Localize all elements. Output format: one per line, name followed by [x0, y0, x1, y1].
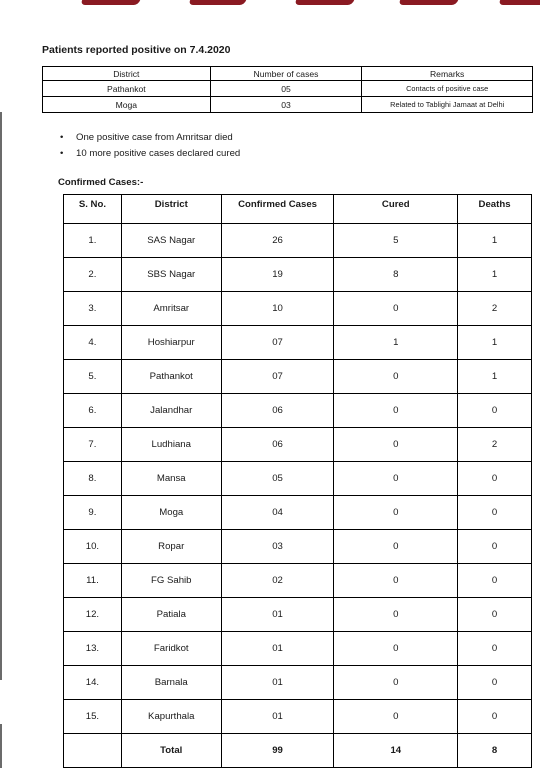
deaths-cell: 1: [458, 326, 532, 360]
confirmed-cell: 01: [221, 598, 334, 632]
confirmed-cell: 07: [221, 360, 334, 394]
district-cell: SBS Nagar: [121, 258, 221, 292]
district-cell: SAS Nagar: [121, 224, 221, 258]
column-header: Number of cases: [210, 67, 362, 81]
confirmed-cell: 10: [221, 292, 334, 326]
column-header: District: [121, 195, 221, 224]
district-cell: Pathankot: [121, 360, 221, 394]
cured-cell: 0: [334, 632, 458, 666]
cured-cell: 0: [334, 666, 458, 700]
deaths-cell: 0: [458, 530, 532, 564]
district-cell: Patiala: [121, 598, 221, 632]
cured-cell: 0: [334, 598, 458, 632]
cured-cell: 0: [334, 360, 458, 394]
serial-cell: 7.: [64, 428, 122, 462]
confirmed-cell: 06: [221, 428, 334, 462]
deaths-cell: 0: [458, 564, 532, 598]
table-row: [43, 81, 533, 97]
table-row: [64, 462, 532, 496]
confirmed-cases-table: [63, 194, 532, 768]
district-cell: Barnala: [121, 666, 221, 700]
serial-cell: 10.: [64, 530, 122, 564]
cured-cell: 8: [334, 258, 458, 292]
table-row: [64, 224, 532, 258]
serial-cell: 8.: [64, 462, 122, 496]
letterhead-marks: [0, 0, 540, 10]
cured-cell: 0: [334, 530, 458, 564]
column-header: District: [43, 67, 211, 81]
district-cell: Moga: [121, 496, 221, 530]
serial-cell: 12.: [64, 598, 122, 632]
table-row: [64, 394, 532, 428]
serial-cell: 2.: [64, 258, 122, 292]
cured-cell: 5: [334, 224, 458, 258]
serial-cell: 9.: [64, 496, 122, 530]
table-row: [64, 564, 532, 598]
confirmed-cell: 01: [221, 632, 334, 666]
deaths-cell: 1: [458, 224, 532, 258]
deaths-cell: 0: [458, 632, 532, 666]
column-header: S. No.: [64, 195, 122, 224]
deaths-cell: 0: [458, 496, 532, 530]
column-header: Remarks: [362, 67, 533, 81]
deaths-cell: 1: [458, 258, 532, 292]
remarks-cell: Contacts of positive case: [362, 81, 533, 97]
deaths-cell: 0: [458, 700, 532, 734]
deaths-cell: 2: [458, 292, 532, 326]
serial-cell: [64, 734, 122, 768]
cured-cell: 0: [334, 700, 458, 734]
confirmed-cell: 02: [221, 564, 334, 598]
district-cell: Ludhiana: [121, 428, 221, 462]
serial-cell: 11.: [64, 564, 122, 598]
total-label: Total: [121, 734, 221, 768]
district-cell: FG Sahib: [121, 564, 221, 598]
serial-cell: 14.: [64, 666, 122, 700]
page-edge-line: [0, 112, 2, 680]
column-header: Confirmed Cases: [221, 195, 334, 224]
table-row: [64, 326, 532, 360]
district-cell: Kapurthala: [121, 700, 221, 734]
deaths-cell: 8: [458, 734, 532, 768]
total-row: [64, 734, 532, 768]
deaths-cell: 2: [458, 428, 532, 462]
cured-cell: 0: [334, 564, 458, 598]
table-row: [43, 97, 533, 113]
confirmed-cell: 07: [221, 326, 334, 360]
district-cell: Faridkot: [121, 632, 221, 666]
table-row: [64, 530, 532, 564]
serial-cell: 5.: [64, 360, 122, 394]
district-cell: Mansa: [121, 462, 221, 496]
cases-cell: 05: [210, 81, 362, 97]
page-title: Patients reported positive on 7.4.2020: [42, 44, 231, 56]
district-cell: Pathankot: [43, 81, 211, 97]
cured-cell: 0: [334, 496, 458, 530]
deaths-cell: 0: [458, 462, 532, 496]
page-edge-line: [0, 724, 2, 768]
positive-today-table: [42, 66, 533, 113]
confirmed-cell: 26: [221, 224, 334, 258]
column-header: Deaths: [458, 195, 532, 224]
table-row: [64, 632, 532, 666]
table-row: [64, 292, 532, 326]
table-row: [64, 360, 532, 394]
list-item: • One positive case from Amritsar died: [60, 130, 240, 146]
cured-cell: 1: [334, 326, 458, 360]
remarks-cell: Related to Tablighi Jamaat at Delhi: [362, 97, 533, 113]
district-cell: Moga: [43, 97, 211, 113]
cured-cell: 0: [334, 428, 458, 462]
confirmed-cell: 06: [221, 394, 334, 428]
deaths-cell: 0: [458, 598, 532, 632]
confirmed-cell: 05: [221, 462, 334, 496]
serial-cell: 6.: [64, 394, 122, 428]
serial-cell: 3.: [64, 292, 122, 326]
table-row: [64, 598, 532, 632]
serial-cell: 1.: [64, 224, 122, 258]
table-row: [64, 666, 532, 700]
serial-cell: 4.: [64, 326, 122, 360]
table-header-row: [64, 195, 532, 224]
confirmed-cell: 01: [221, 666, 334, 700]
confirmed-cell: 99: [221, 734, 334, 768]
column-header: Cured: [334, 195, 458, 224]
bullet-list: [60, 130, 240, 162]
table-row: [64, 258, 532, 292]
cases-cell: 03: [210, 97, 362, 113]
table-header-row: [43, 67, 533, 81]
list-item: • 10 more positive cases declared cured: [60, 146, 240, 162]
table-row: [64, 428, 532, 462]
district-cell: Amritsar: [121, 292, 221, 326]
cured-cell: 0: [334, 394, 458, 428]
serial-cell: 15.: [64, 700, 122, 734]
table-row: [64, 700, 532, 734]
cured-cell: 0: [334, 462, 458, 496]
serial-cell: 13.: [64, 632, 122, 666]
district-cell: Ropar: [121, 530, 221, 564]
deaths-cell: 0: [458, 666, 532, 700]
deaths-cell: 1: [458, 360, 532, 394]
confirmed-cell: 04: [221, 496, 334, 530]
confirmed-cell: 01: [221, 700, 334, 734]
deaths-cell: 0: [458, 394, 532, 428]
district-cell: Hoshiarpur: [121, 326, 221, 360]
cured-cell: 0: [334, 292, 458, 326]
cured-cell: 14: [334, 734, 458, 768]
district-cell: Jalandhar: [121, 394, 221, 428]
table-row: [64, 496, 532, 530]
section-heading: Confirmed Cases:-: [58, 177, 144, 188]
confirmed-cell: 19: [221, 258, 334, 292]
confirmed-cell: 03: [221, 530, 334, 564]
